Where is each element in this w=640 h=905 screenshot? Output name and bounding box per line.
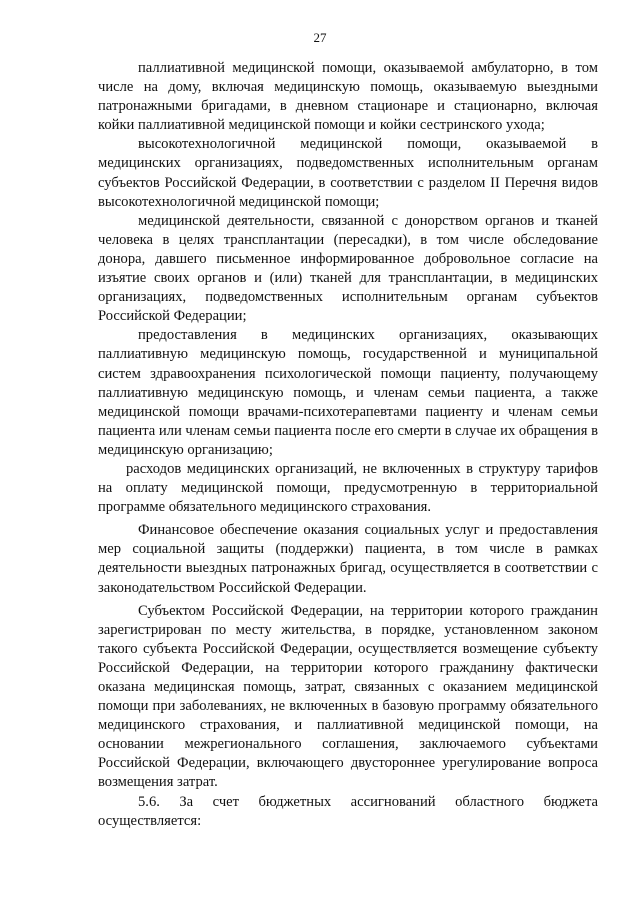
- document-body: [98, 59, 598, 831]
- paragraph-section-5-6: 5.6. За счет бюджетных ассигнований областного бюджета осуществляется:: [98, 793, 598, 829]
- paragraph-expenses: расходов медицинских организаций, не включенных в структуру тарифов на оплату медицинской помощи, предусмотренную в территориальной программе обязательного медицинского страхования.: [98, 460, 598, 516]
- paragraph-high-tech-care: высокотехнологичной медицинской помощи, оказываемой в медицинских организациях, подведомственных исполнительным органам субъектов Российской Федерации, в соответствии с разделом II Перечня видов высокотехнологичной медицинской помощи;: [98, 136, 598, 210]
- paragraph-palliative-care: паллиативной медицинской помощи, оказываемой амбулаторно, в том числе на дому, включая медицинскую помощь, оказываемую выездными патронажными бригадами, в дневном стационаре и стационарно, включая койки паллиативной медицинской помощи и койки сестринского ухода;: [98, 60, 598, 134]
- page-number: 27: [313, 30, 327, 45]
- paragraph-psychological-help: предоставления в медицинских организациях, оказывающих паллиативную медицинскую помощь, государственной и муниципальной систем здравоохранения психологической помощи пациенту, получающему паллиативную медицинскую помощь, и членам семьи пациента, а также медицинской помощи врачами-психотерапевтами пациенту и членам семьи пациента или членам семьи пациента после его смерти в случае их обращения в медицинскую организацию;: [98, 327, 598, 458]
- paragraph-social-services-funding: Финансовое обеспечение оказания социальных услуг и предоставления мер социальной защиты (поддержки) пациента, в том числе в рамках деятельности выездных патронажных бригад, осуществляется в соответствии с законодательством Российской Федерации.: [98, 522, 598, 596]
- paragraph-cost-reimbursement: Субъектом Российской Федерации, на территории которого гражданин зарегистрирован по месту жительства, в порядке, установленном законом такого субъекта Российской Федерации, осуществляется возмещение субъекту Российской Федерации, на территории которого гражданину фактически оказана медицинская помощь, затрат, связанных с оказанием медицинской помощи при заболеваниях, не включенных в базовую программу обязательного медицинского страхования, и паллиативной медицинской помощи, на основании межрегионального соглашения, заключаемого субъектами Российской Федерации, включающего двустороннее урегулирование вопроса возмещения затрат.: [98, 602, 598, 791]
- paragraph-organ-donation: медицинской деятельности, связанной с донорством органов и тканей человека в целях трансплантации (пересадки), в том числе обследование донора, давшего письменное информированное добровольное согласие на изъятие своих органов и (или) тканей для трансплантации, в медицинских организациях, подведомственных исполнительным органам субъектов Российской Федерации;: [98, 212, 598, 325]
